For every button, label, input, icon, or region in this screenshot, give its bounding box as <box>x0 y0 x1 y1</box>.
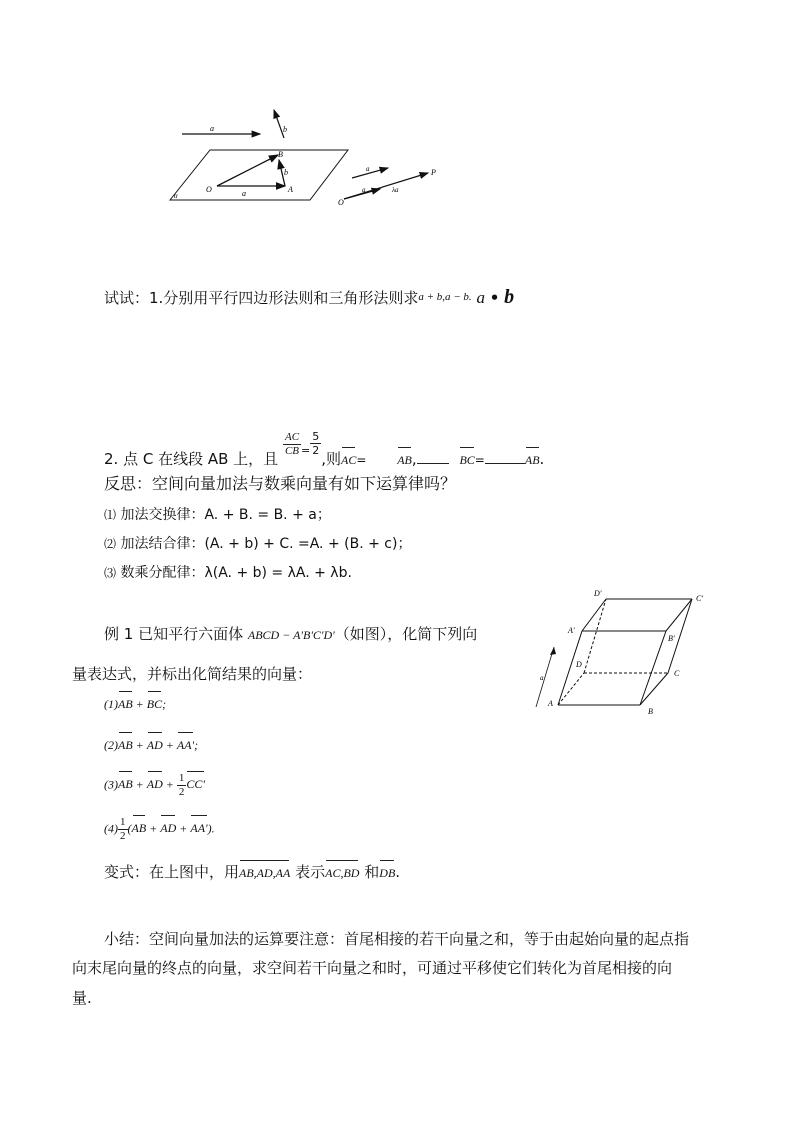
q2-val-den: 2 <box>312 444 320 457</box>
edge-B1C1 <box>666 599 692 631</box>
e4-fraction <box>118 816 128 843</box>
label-lambda-a: λa <box>392 186 399 194</box>
label-B: B <box>648 707 653 716</box>
e2-v3: AA' <box>177 735 194 755</box>
q2-frac-num: AC <box>284 431 300 443</box>
reflect-item-3 <box>104 563 352 583</box>
label-C: C <box>674 669 680 678</box>
example-intro-rest: （如图），化简下列向 <box>334 625 478 643</box>
label-b-mid: b <box>284 168 288 177</box>
reflect-text-2: 加法结合律：(A. + b) + C. =A. + (B. + c)； <box>120 536 412 552</box>
example-line-1 <box>104 624 477 645</box>
e3-fraction <box>177 772 187 799</box>
e4-plus-1: + <box>149 821 158 836</box>
label-a-right2: a <box>362 186 366 194</box>
q2-vec-AB1: AB <box>397 450 412 470</box>
label-a-right1: a <box>366 165 370 173</box>
summary-line-3: 量. <box>72 989 92 1007</box>
e3-plus-1: + <box>135 777 144 792</box>
variant-line <box>104 862 400 883</box>
e2-plus-1: + <box>135 738 144 752</box>
q2-vec-BC: BC <box>459 450 474 470</box>
figure-plane-vectors <box>160 100 450 215</box>
q2-ratio-left <box>283 431 301 458</box>
reflect-item-2 <box>104 534 411 554</box>
try-line <box>104 287 514 308</box>
label-B1: B' <box>668 634 675 643</box>
e1-end: ; <box>162 697 167 711</box>
label-D1: D' <box>594 589 602 598</box>
example-solid-name: ABCD − A'B'C'D' <box>247 628 335 642</box>
e1-num: (1) <box>104 697 118 711</box>
q2-eq: = <box>301 444 311 457</box>
e3-fd: 2 <box>178 786 185 798</box>
q2-eq3: = <box>474 453 485 467</box>
e3-num: (3) <box>104 777 118 792</box>
reflect-num-2: ⑵ <box>104 537 117 551</box>
label-O: O <box>206 185 212 194</box>
e2-v1: AB <box>118 735 133 755</box>
side-vector-arrowhead <box>550 647 556 655</box>
e4-v1: AB <box>132 818 147 838</box>
e4-plus-2: + <box>179 821 188 836</box>
reflect-text-1: 加法交换律：A. + B. = B. + a； <box>120 507 331 523</box>
e1-v1: AB <box>118 694 133 714</box>
plane-alpha <box>170 150 348 200</box>
variant-and: 和 <box>364 863 380 881</box>
e3-plus-2: + <box>165 777 174 792</box>
variant-prefix: 变式：在上图中，用 <box>104 863 240 881</box>
label-A: A <box>288 185 293 194</box>
q2-vec-AC: AC <box>341 450 356 470</box>
q2-comma: , <box>411 450 417 468</box>
variant-targets: AC,BD <box>325 863 359 883</box>
reflect-item-1 <box>104 505 331 525</box>
e4-v2: AD <box>160 818 176 838</box>
q2-eq2: = <box>356 453 367 467</box>
e4-fn: 1 <box>120 816 126 828</box>
label-C1: C' <box>696 594 704 603</box>
example-expr-2 <box>104 735 198 755</box>
e2-v2: AD <box>147 735 163 755</box>
e4-v3: AA' <box>190 818 207 838</box>
q2-vec-AB2: AB <box>525 450 540 470</box>
example-expr-4 <box>104 816 215 843</box>
variant-last: DB <box>379 863 395 883</box>
variant-mid: 表示 <box>295 863 326 881</box>
e3-v2: AD <box>147 774 163 794</box>
side-vector-a <box>536 647 554 707</box>
edge-BB1 <box>640 631 666 705</box>
edge-DD1 <box>584 599 606 673</box>
label-A1: A' <box>568 626 575 635</box>
variant-end: . <box>395 863 401 881</box>
e3-v1: AB <box>118 774 133 794</box>
e4-fd: 2 <box>120 830 126 842</box>
label-P: P <box>431 168 436 177</box>
example-expr-3 <box>104 772 205 799</box>
try-prefix: 试试：1.分别用平行四边形法则和三角形法则求 <box>104 289 419 307</box>
label-b-top: b <box>283 125 287 134</box>
label-a-top: a <box>210 124 214 133</box>
vector-OB <box>217 155 278 186</box>
example-intro: 例 1 已知平行六面体 <box>104 625 244 643</box>
q2-frac-den: CB <box>284 445 300 457</box>
e2-num: (2) <box>104 738 118 752</box>
summary-line-1: 小结：空间向量加法的运算要注意：首尾相接的若干向量之和，等于由起始向量的起点指 <box>104 930 690 948</box>
vector-a-right <box>352 168 388 178</box>
q2-blank-1 <box>417 463 449 464</box>
e3-v3: CC' <box>186 774 205 794</box>
edge-BC <box>640 673 668 705</box>
e4-close: ). <box>207 821 215 836</box>
edge-A1D1 <box>582 599 606 631</box>
q2-prefix: 2. 点 C 在线段 AB 上，且 <box>104 450 279 468</box>
try-a: a <box>476 288 485 307</box>
summary-line-2: 向末尾向量的终点的向量，求空间若干向量之和时，可通过平移使它们转化为首尾相接的向 <box>72 959 673 977</box>
try-dot: • <box>489 289 500 307</box>
e4-num: (4) <box>104 821 118 836</box>
q2-val-num: 5 <box>312 430 320 443</box>
e3-fn: 1 <box>178 772 185 784</box>
example-line-2: 量表达式，并标出化简结果的向量： <box>72 665 313 683</box>
label-A: A <box>548 699 553 708</box>
q2-blank-2 <box>485 463 525 464</box>
label-O2: O <box>338 198 344 207</box>
label-a-mid: a <box>242 189 246 198</box>
reflect-num-1: ⑴ <box>104 508 117 522</box>
e4-open: ( <box>127 821 132 836</box>
q2-end: . <box>539 450 545 468</box>
figure-parallelepiped <box>530 585 720 720</box>
try-b: b <box>504 286 515 308</box>
reflect-text-3: 数乘分配律：λ(A. + b) = λA. + λb. <box>120 565 352 581</box>
try-expr: a + b,a − b. <box>418 291 472 303</box>
example-expr-1 <box>104 694 166 714</box>
q2-then: ,则 <box>321 450 342 468</box>
reflect-title: 反思：空间向量加法与数乘向量有如下运算律吗？ <box>104 474 457 493</box>
label-B: B <box>278 150 283 159</box>
label-alpha: α <box>174 192 178 200</box>
variant-given: AB,AD,AA <box>239 863 290 883</box>
reflect-num-3: ⑶ <box>104 566 117 580</box>
e1-v2: BC <box>147 694 162 714</box>
q2-ratio-right <box>310 430 321 457</box>
e2-end: ; <box>194 738 199 752</box>
edge-AD <box>558 673 584 705</box>
e2-plus-2: + <box>165 738 174 752</box>
question-2 <box>104 430 544 470</box>
e1-plus: + <box>135 697 144 711</box>
label-side-a: a <box>540 674 544 682</box>
label-D: D <box>576 660 582 669</box>
